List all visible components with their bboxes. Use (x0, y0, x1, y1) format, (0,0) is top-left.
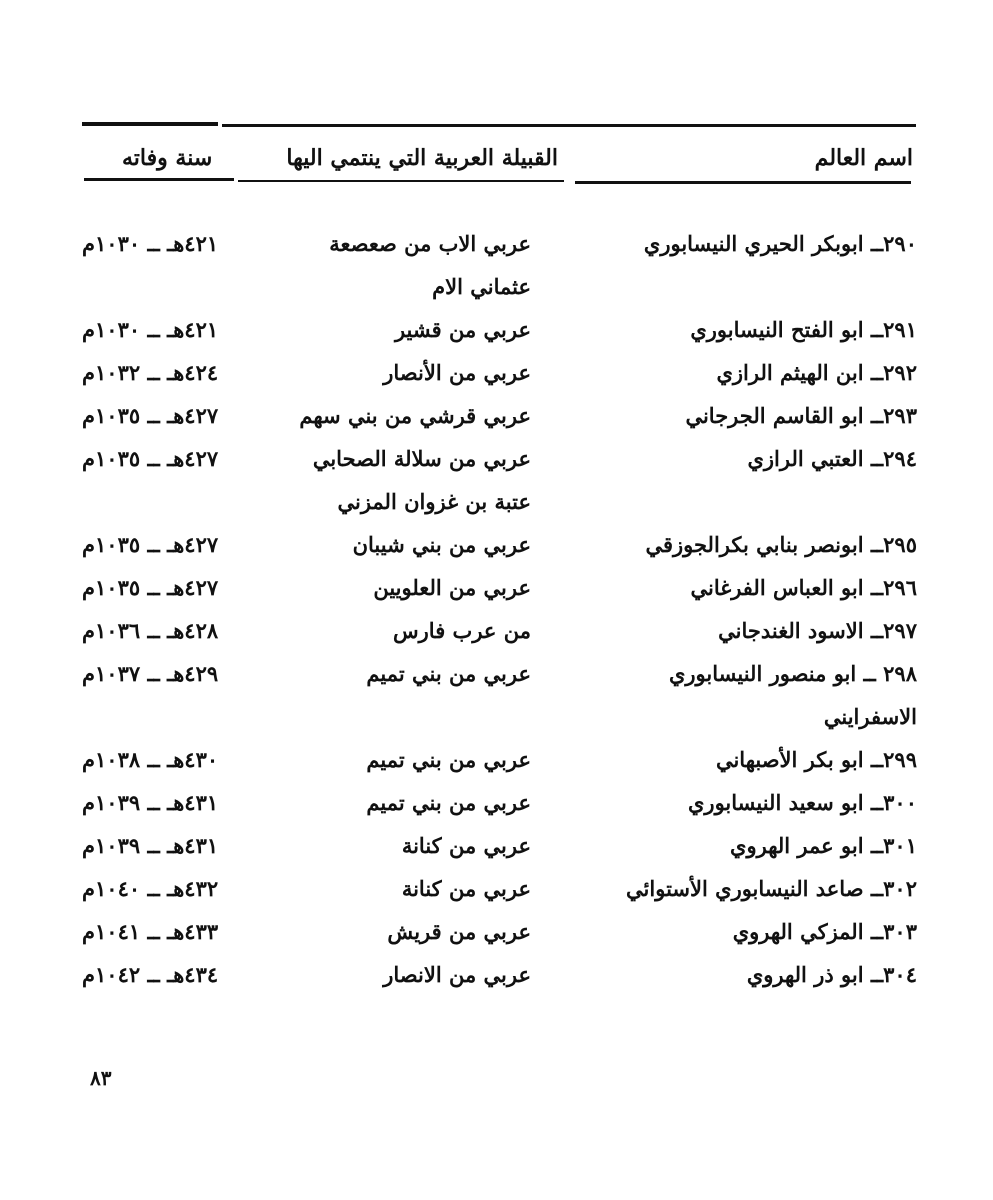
table-row (0, 265, 993, 308)
table-row (0, 480, 993, 523)
table-row (0, 308, 993, 351)
table-row (0, 351, 993, 394)
table-row (0, 781, 993, 824)
scholar-death-year: ٤٢٧هـ ــ ١٠٣٥م (82, 403, 219, 428)
scholar-tribe: عربي من سلالة الصحابي (312, 446, 531, 471)
header-rule-name (575, 181, 911, 184)
header-rule-year (84, 178, 234, 181)
scholar-death-year: ٤٢٩هـ ــ ١٠٣٧م (82, 661, 219, 686)
scholar-name: ٣٠١ــ ابو عمر الهروي (730, 833, 917, 858)
scholar-tribe: عربي من كنانة (401, 833, 531, 858)
table-row (0, 523, 993, 566)
scholar-death-year: ٤٢٧هـ ــ ١٠٣٥م (82, 446, 219, 471)
scholar-death-year: ٤٣١هـ ــ ١٠٣٩م (82, 833, 219, 858)
scholar-tribe: عربي من قريش (387, 919, 531, 944)
scholar-name: الاسفرايني (823, 704, 917, 729)
scholar-tribe: عربي من قشير (394, 317, 531, 342)
scholar-death-year: ٤٢١هـ ــ ١٠٣٠م (82, 231, 219, 256)
scholar-tribe: عربي من الأنصار (383, 360, 531, 385)
scholar-name: ٢٩٧ــ الاسود الغندجاني (718, 618, 917, 643)
scholar-name: ٣٠٠ــ ابو سعيد النيسابوري (687, 790, 917, 815)
scholar-name: ٢٩٠ــ ابوبكر الحيري النيسابوري (643, 231, 917, 256)
header-year: سنة وفاته (122, 145, 213, 171)
scholar-death-year: ٤٣٤هـ ــ ١٠٤٢م (82, 962, 219, 987)
table-row (0, 824, 993, 867)
scholar-death-year: ٤٣٠هـ ــ ١٠٣٨م (82, 747, 219, 772)
scholar-death-year: ٤٣١هـ ــ ١٠٣٩م (82, 790, 219, 815)
scholar-name: ٢٩٩ــ ابو بكر الأصبهاني (715, 747, 917, 772)
scholar-tribe: من عرب فارس (393, 618, 531, 643)
scholar-tribe: عربي الاب من صعصعة (329, 231, 531, 256)
scholar-death-year: ٤٢٧هـ ــ ١٠٣٥م (82, 532, 219, 557)
header-name: اسم العالم (814, 145, 913, 171)
scholar-name: ٣٠٣ــ المزكي الهروي (732, 919, 917, 944)
scholar-name: ٢٩٦ــ ابو العباس الفرغاني (690, 575, 917, 600)
scholar-tribe: عربي من بني شيبان (352, 532, 531, 557)
scholar-name: ٣٠٢ــ صاعد النيسابوري الأستوائي (626, 876, 917, 901)
header-tribe: القبيلة العربية التي ينتمي اليها (286, 145, 558, 171)
scholar-death-year: ٤٢١هـ ــ ١٠٣٠م (82, 317, 219, 342)
scholar-tribe: عثماني الام (432, 274, 531, 299)
scholar-tribe: عربي من بني تميم (366, 790, 531, 815)
table-row (0, 652, 993, 695)
scholar-tribe: عربي من كنانة (401, 876, 531, 901)
scholar-death-year: ٤٣٢هـ ــ ١٠٤٠م (82, 876, 219, 901)
scholar-tribe: عربي من العلويين (373, 575, 531, 600)
table-row (0, 566, 993, 609)
scholar-name: ٢٩٥ــ ابونصر بنابي بكرالجوزقي (645, 532, 917, 557)
scholar-name: ٢٩٣ــ ابو القاسم الجرجاني (685, 403, 917, 428)
scholar-name: ٣٠٤ــ ابو ذر الهروي (746, 962, 917, 987)
scholar-name: ٢٩٨ ــ ابو منصور النيسابوري (668, 661, 917, 686)
scholar-name: ٢٩٢ــ ابن الهيثم الرازي (716, 360, 917, 385)
scholar-tribe: عربي من بني تميم (366, 747, 531, 772)
page-number: ٨٣ (90, 1066, 112, 1090)
table-row (0, 222, 993, 265)
table-row (0, 437, 993, 480)
scholar-tribe: عتبة بن غزوان المزني (337, 489, 531, 514)
table-row (0, 738, 993, 781)
scholar-death-year: ٤٣٣هـ ــ ١٠٤١م (82, 919, 219, 944)
scholar-death-year: ٤٢٤هـ ــ ١٠٣٢م (82, 360, 219, 385)
top-rule-left (82, 122, 218, 126)
top-rule-right (222, 124, 916, 127)
scholar-name: ٢٩٤ــ العتبي الرازي (747, 446, 917, 471)
scholar-death-year: ٤٢٧هـ ــ ١٠٣٥م (82, 575, 219, 600)
scholars-table (0, 222, 993, 996)
table-row (0, 953, 993, 996)
table-row (0, 910, 993, 953)
scholar-death-year: ٤٢٨هـ ــ ١٠٣٦م (82, 618, 219, 643)
table-row (0, 867, 993, 910)
table-row (0, 609, 993, 652)
table-row (0, 394, 993, 437)
table-row (0, 695, 993, 738)
scholar-tribe: عربي من بني تميم (366, 661, 531, 686)
scholar-tribe: عربي قرشي من بني سهم (299, 403, 531, 428)
scholar-name: ٢٩١ــ ابو الفتح النيسابوري (690, 317, 917, 342)
scholar-tribe: عربي من الانصار (383, 962, 531, 987)
header-rule-tribe (238, 180, 564, 182)
